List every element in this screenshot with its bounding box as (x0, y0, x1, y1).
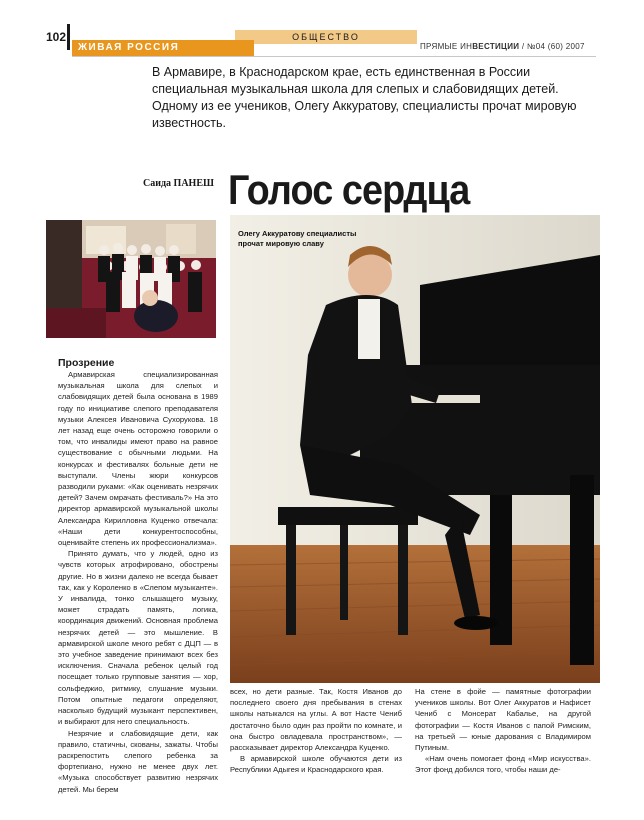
article-column-2 (230, 686, 402, 776)
photo-caption: Олегу Аккуратову специалисты прочат мировую славу (238, 229, 357, 248)
pianist-photo (230, 215, 600, 683)
pub-name-bold: ВЕСТИЦИИ (472, 42, 520, 51)
paragraph: всех, но дети разные. Так, Костя Иванов до последнего своего дня пребывания в стенах школы натыкался на углы. А вот Насте Чениб достаточно было один раз пройти по комнате, и она быстро овладевала пространством», — рассказывает директор Александра Куценко. (230, 687, 402, 753)
page-number: 102 (46, 30, 67, 44)
article-lead: В Армавире, в Краснодарском крае, есть единственная в России специальная музыкальная школа для слепых и слабовидящих детей. Одному из ее учеников, Олегу Аккуратову, специалисты прочат мировую известность. (152, 65, 577, 130)
publication-info (420, 42, 585, 51)
paragraph: Армавирская специализированная музыкальная школа для слепых и слабовидящих детей была основана в 1989 году по инициативе слепого преподавателя музыки Алексея Ивановича Сухорукова. 18 лет назад еще очень осторожно говорили о том, что инвалиды имеют право на равное существование с обычными людьми. На конкурсах и фестивалях больные дети не выступали. Члены жюри конкурсов разводили руками: «Как оценивать незрячих детей? Зачем омрачать фестиваль?» На это директор армавирской музыкальной школы Александра Кирилловна Куценко отвечала: «Наши дети конкурентоспособны, оценивайте степень их профессионализма». (58, 370, 218, 548)
section-label: ОБЩЕСТВО (235, 30, 417, 44)
article-column-1 (58, 369, 218, 795)
article-title: Голос сердца (228, 166, 470, 213)
choir-photo (46, 220, 216, 338)
paragraph: Незрячие и слабовидящие дети, как правило, статичны, скованы, зажаты. Чтобы раскрепостить слепого ребенка за фортепиано, нужно не менее двух лет. «Музыка способствует развитию незрячих детей. Мы берем (58, 728, 218, 794)
header-rule (72, 56, 596, 57)
rubric-label: ЖИВАЯ РОССИЯ (72, 40, 254, 56)
paragraph: На стене в фойе — памятные фотографии учеников школы. Вот Олег Аккуратов и Нафисет Чениб с Монсерат Кабалье, на другой фотографии — Костя Иванов с папой Римским, на третьей — юные дарования с Владимиром Путиным. (415, 687, 591, 753)
paragraph: В армавирской школе обучаются дети из Республики Адыгея и Краснодарского края. (230, 754, 402, 775)
pub-issue: / №04 (60) 2007 (519, 42, 585, 51)
pub-name-start: ПРЯМЫЕ ИН (420, 42, 473, 51)
paragraph: «Нам очень помогает фонд «Мир искусства». Этот фонд добился того, чтобы наши де- (415, 754, 591, 775)
paragraph: Принято думать, что у людей, одно из чувств которых атрофировано, обострены другие. Но в жизни далеко не всегда бывает так, как у Короленко в «Слепом музыканте». У инвалида, тонко слышащего музыку, может страдать память, логика, координация движений. Основная проблема незрячих детей — это мышление. В армавирской школе много ребят с ДЦП — в это учебное заведение принимают всех без исключения. Сначала ребенок целый год посещает только групповые занятия — хор, сольфеджио, ритмику, слушание музыки. Потом опытные педагоги определяют, насколько будущий музыкант перспективен, и выбирают для него специальность. (58, 549, 218, 727)
article-column-3 (415, 686, 591, 776)
page-number-divider (67, 24, 70, 50)
article-author: Саида ПАНЕШ (143, 178, 214, 189)
article-subhead: Прозрение (58, 357, 115, 369)
